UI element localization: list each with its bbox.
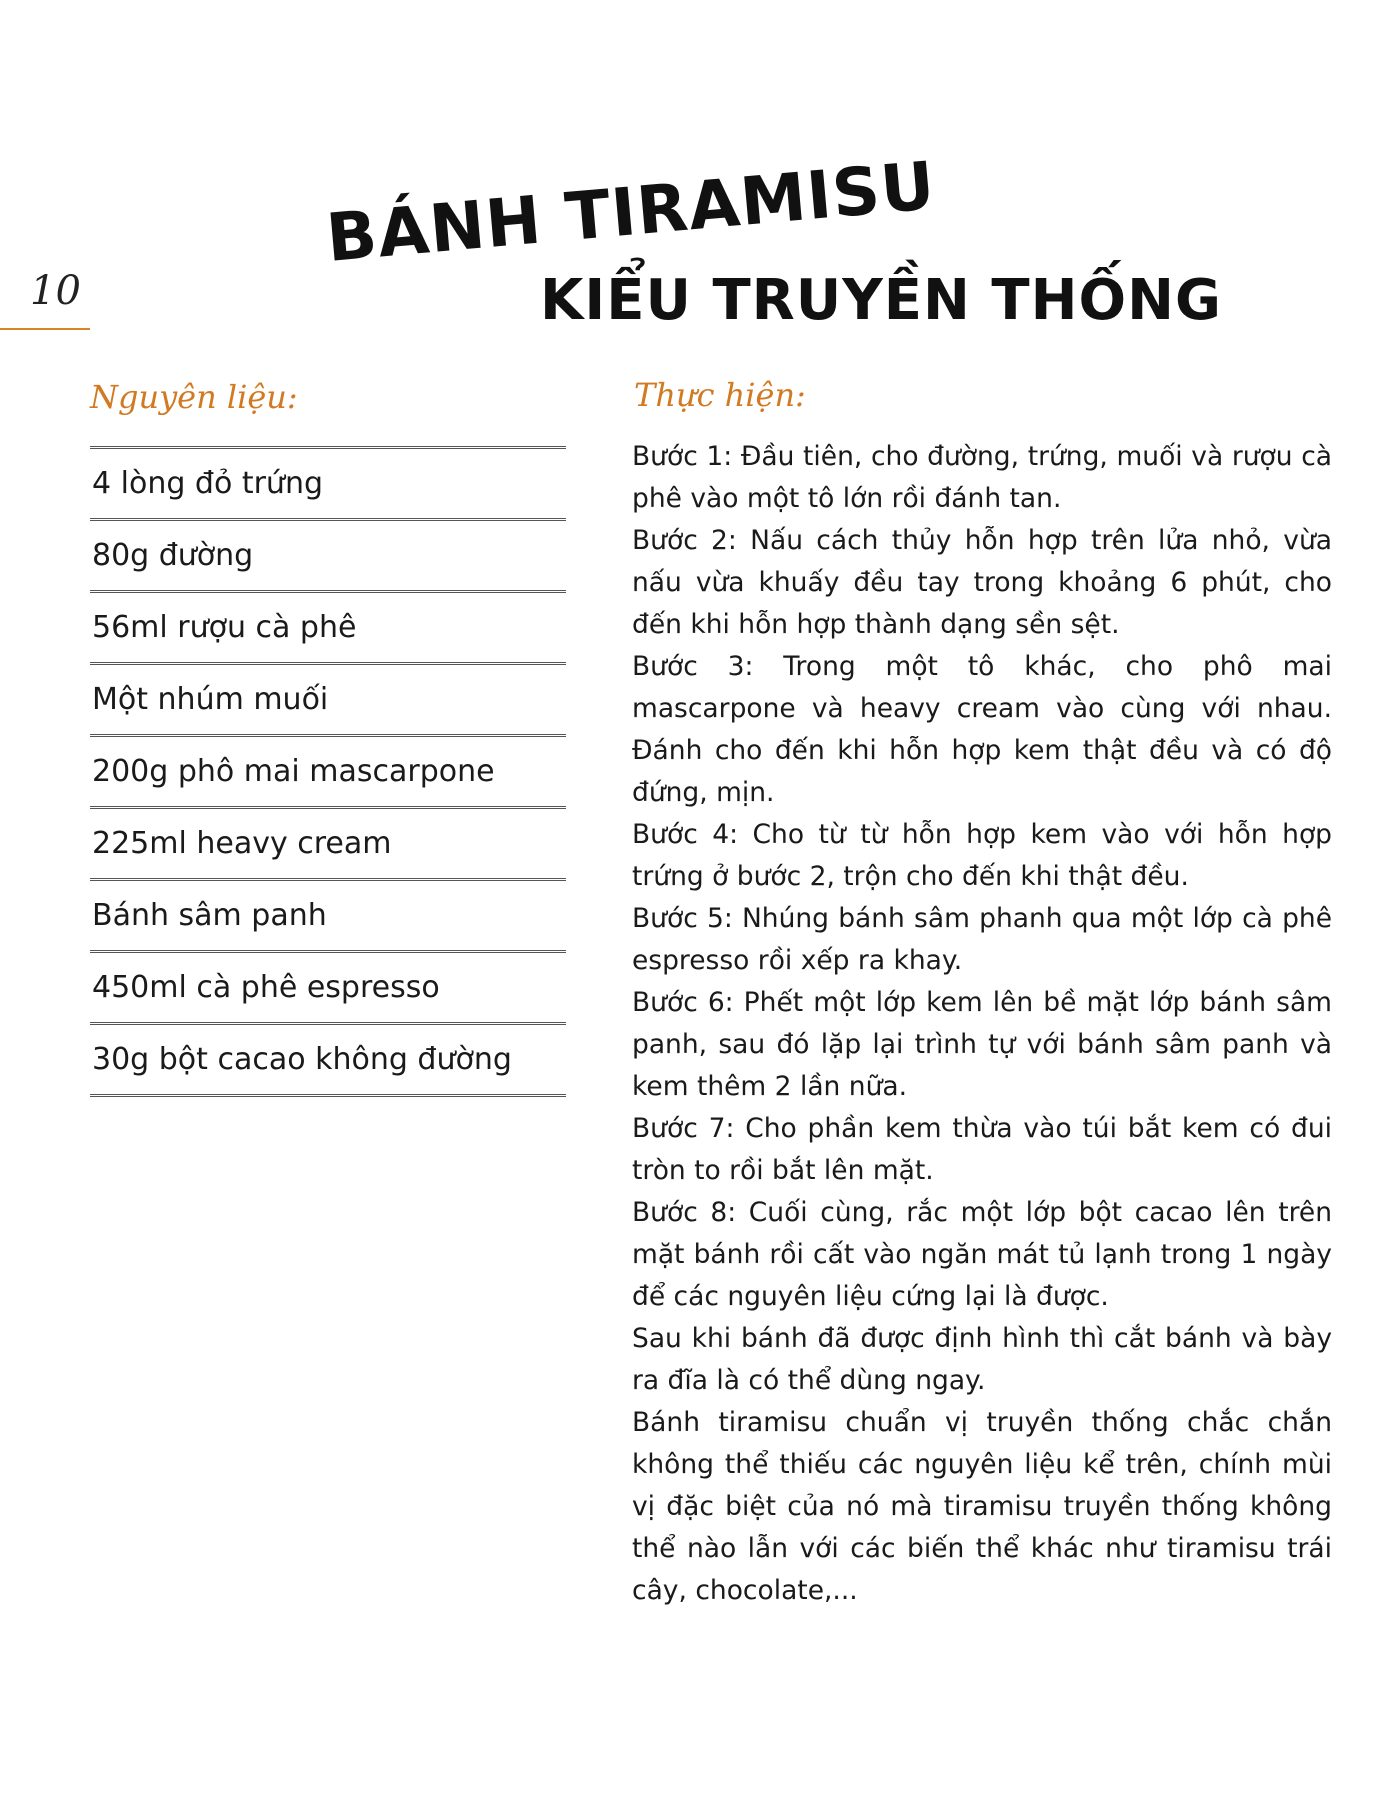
closing-paragraph: Sau khi bánh đã được định hình thì cắt bánh và bày ra đĩa là có thể dùng ngay. — [632, 1323, 1332, 1396]
ingredient-item: 30g bột cacao không đường — [90, 1025, 566, 1097]
steps-body — [632, 436, 1332, 1612]
ingredients-list — [90, 446, 566, 1097]
closing-paragraph: Bánh tiramisu chuẩn vị truyền thống chắc chắn không thể thiếu các nguyên liệu kể trên, chính mùi vị đặc biệt của nó mà tiramisu truyền thống không thể nào lẫn với các biến thể khác như tiramisu trái cây, chocolate,... — [632, 1407, 1332, 1606]
step-paragraph: Bước 6: Phết một lớp kem lên bề mặt lớp bánh sâm panh, sau đó lặp lại trình tự với bánh sâm panh và kem thêm 2 lần nữa. — [632, 987, 1332, 1102]
step-paragraph: Bước 7: Cho phần kem thừa vào túi bắt kem có đui tròn to rồi bắt lên mặt. — [632, 1113, 1332, 1186]
ingredient-item: 200g phô mai mascarpone — [90, 737, 566, 809]
steps-heading: Thực hiện: — [634, 376, 806, 414]
ingredient-item: 4 lòng đỏ trứng — [90, 449, 566, 521]
ingredient-item: 80g đường — [90, 521, 566, 593]
ingredient-item: Một nhúm muối — [90, 665, 566, 737]
ingredients-heading: Nguyên liệu: — [90, 378, 298, 416]
title-line-1: BÁNH TIRAMISU — [323, 147, 939, 277]
step-paragraph: Bước 1: Đầu tiên, cho đường, trứng, muối và rượu cà phê vào một tô lớn rồi đánh tan. — [632, 441, 1332, 514]
step-paragraph: Bước 8: Cuối cùng, rắc một lớp bột cacao lên trên mặt bánh rồi cất vào ngăn mát tủ lạnh trong 1 ngày để các nguyên liệu cứng lại là được. — [632, 1197, 1332, 1312]
title-line-2: KIỂU TRUYỀN THỐNG — [540, 268, 1222, 333]
page-number-underline — [0, 328, 90, 330]
ingredient-item: 450ml cà phê espresso — [90, 953, 566, 1025]
page-number: 10 — [30, 268, 81, 314]
ingredient-item: Bánh sâm panh — [90, 881, 566, 953]
ingredient-item: 225ml heavy cream — [90, 809, 566, 881]
ingredient-item: 56ml rượu cà phê — [90, 593, 566, 665]
step-paragraph: Bước 3: Trong một tô khác, cho phô mai mascarpone và heavy cream vào cùng với nhau. Đánh cho đến khi hỗn hợp kem thật đều và có độ đứng, mịn. — [632, 651, 1332, 808]
step-paragraph: Bước 5: Nhúng bánh sâm phanh qua một lớp cà phê espresso rồi xếp ra khay. — [632, 903, 1332, 976]
step-paragraph: Bước 4: Cho từ từ hỗn hợp kem vào với hỗn hợp trứng ở bước 2, trộn cho đến khi thật đều. — [632, 819, 1332, 892]
step-paragraph: Bước 2: Nấu cách thủy hỗn hợp trên lửa nhỏ, vừa nấu vừa khuấy đều tay trong khoảng 6 phút, cho đến khi hỗn hợp thành dạng sền sệt. — [632, 525, 1332, 640]
